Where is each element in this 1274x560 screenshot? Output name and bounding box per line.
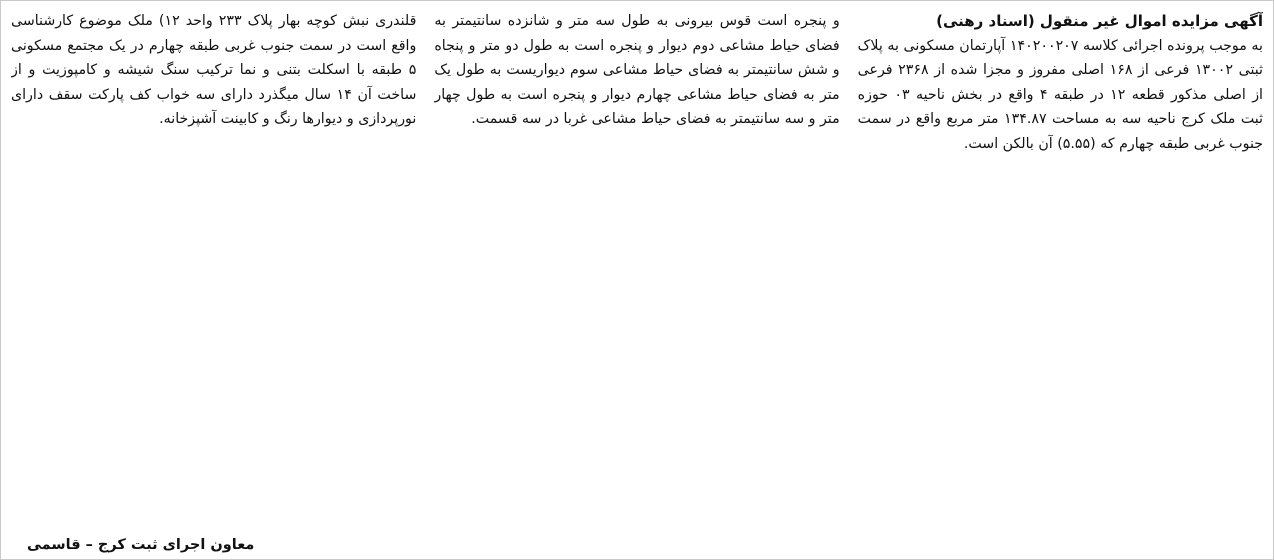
notice-body-column-1: به موجب پرونده اجرائی کلاسه ۱۴۰۲۰۰۲۰۷ آپارتمان مسکونی به پلاک ثبتی ۱۳۰۰۲ فرعی از ۱۶۸ اصلی مفروز و مجزا شده از ۲۳۶۸ فرعی از اصلی مذکور قطعه ۱۲ در طبقه ۴ واقع در بخش ناحیه ۰۳ حوزه ثبت ملک کرج ناحیه سه به مساحت ۱۳۴.۸۷ متر مربع واقع در سمت جنوب غربی طبقه چهارم که (۵.۵۵) آن بالکن است.	[857, 37, 1263, 152]
notice-column-right	[858, 9, 1263, 551]
signature: معاون اجرای ثبت کرج – قاسمی	[27, 537, 255, 553]
notice-body-column-2: و پنجره است قوس بیرونی به طول سه متر و شانزده سانتیمتر به فضای حیاط مشاعی دوم دیوار و پنجره است به طول دو متر و پنجاه و شش سانتیمتر به فضای حیاط مشاعی سوم دیواریست به طول یک متر به فضای حیاط مشاعی چهارم دیوار و پنجره است به طول چهار متر و سه سانتیمتر به فضای حیاط مشاعی غربا در سه قسمت.	[434, 13, 840, 127]
notice-column-middle	[434, 9, 839, 551]
notice-body-column-3: قلندری نبش کوچه بهار پلاک ۲۳۳ واحد ۱۲) ملک موضوع کارشناسی واقع است در سمت جنوب غربی طبقه چهارم در یک مجتمع مسکونی ۵ طبقه با اسکلت بتنی و نما ترکیب سنگ شیشه و کامپوزیت و از ساخت آن ۱۴ سال میگذرد دارای سه خواب کف پارکت سقف دارای نورپردازی و دیوارها رنگ و کابینت آشپزخانه.	[11, 13, 417, 127]
notice-title: آگهی مزایده اموال غیر منقول (اسناد رهنی)	[936, 12, 1263, 30]
notice-column-left	[11, 9, 416, 551]
